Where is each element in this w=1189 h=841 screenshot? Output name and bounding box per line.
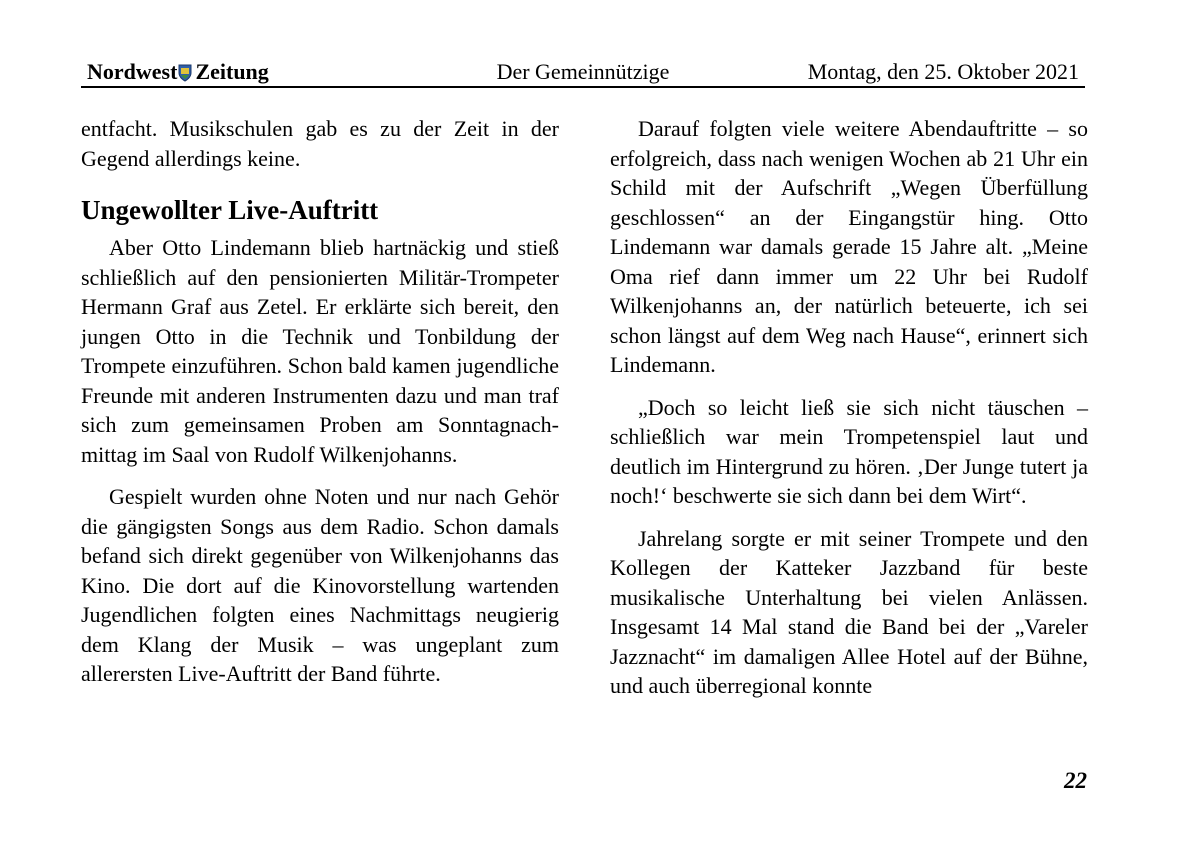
brand-name-right: Zeitung — [195, 59, 269, 84]
masthead — [81, 58, 1085, 88]
paragraph: Aber Otto Lindemann blieb hartnäckig und stieß schließlich auf den pensionierten Militär-Trompeter Hermann Graf aus Zetel. Er erklärte sich bereit, den jungen Otto in die Technik und Tonbildung der Trompete einzuführen. Schon bald kamen jugendliche Freunde mit anderen Instrumenten dazu und man traf sich zum gemeinsamen Proben am Sonntagnachmittag im Saal von Rudolf Wilkenjohanns. — [81, 235, 559, 467]
right-column — [610, 114, 1088, 701]
left-column — [81, 114, 559, 689]
intro-paragraph: entfacht. Musikschulen gab es zu der Zeit in der Gegend allerdings keine. — [81, 116, 559, 171]
paragraph: Darauf folgten viele weitere Abendauftritte – so erfolgreich, dass nach wenigen Wochen ab 21 Uhr ein Schild mit der Aufschrift „Wegen Überfüllung geschlossen“ an der Eingangstür hing. Otto Lindemann war damals gerade 15 Jahre alt. „Meine Oma rief dann immer um 22 Uhr bei Rudolf Wilkenjohanns an, der natürlich beteuerte, ich sei schon längst auf dem Weg nach Hause“, erinnert sich Lindemann. — [610, 116, 1088, 377]
paragraph: Jahrelang sorgte er mit seiner Trompete und den Kollegen der Katteker Jazzband für beste musikalische Unterhaltung bei vielen Anlässen. Insgesamt 14 Mal stand die Band bei der „Vareler Jazznacht“ im damaligen Allee Hotel auf der Bühne, und auch überregional konnte — [610, 525, 1088, 698]
section-title: Der Gemeinnützige — [496, 59, 670, 84]
paragraph: Gespielt wurden ohne Noten und nur nach Gehör die gängigsten Songs aus dem Radio. Schon damals befand sich direkt gegenüber von Wilkenjohanns das Kino. Die dort auf die Kinovorstellung wartenden Jugendlichen folgten eines Nachmittags neugierig dem Klang der Musik – was ungeplant zum allerersten Live-Auftritt der Band führte. — [81, 484, 559, 686]
section-heading: Ungewollter Live-Auftritt — [81, 195, 379, 225]
paragraph: „Doch so leicht ließ sie sich nicht täuschen – schließlich war mein Trompetenspiel laut und deutlich im Hintergrund zu hören. ‚Der Junge tutert ja noch!‘ beschwerte sie sich dann bei dem Wirt“. — [610, 394, 1088, 508]
brand-name-left: Nordwest — [87, 59, 178, 84]
issue-date: Montag, den 25. Oktober 2021 — [807, 59, 1079, 84]
page-number: 22 — [1064, 768, 1087, 793]
